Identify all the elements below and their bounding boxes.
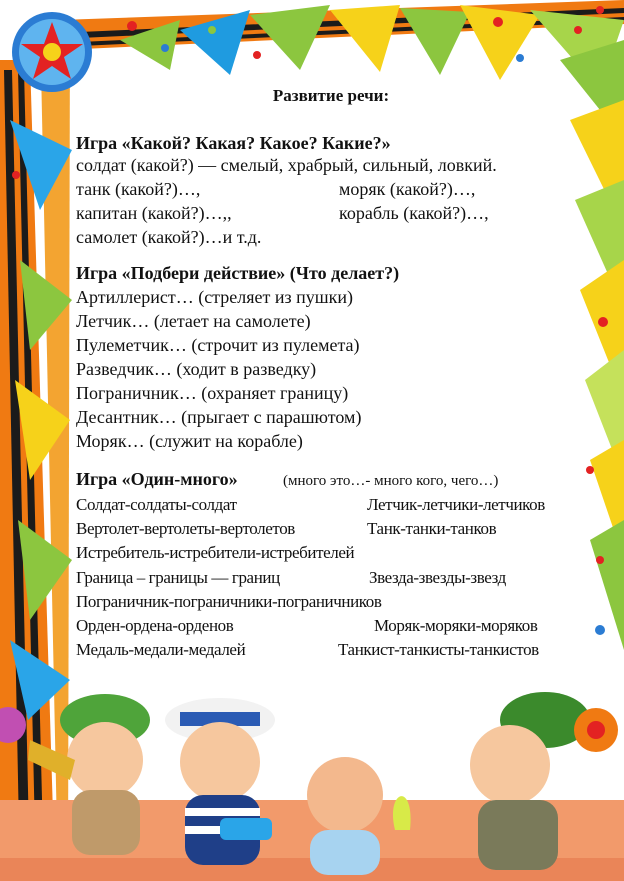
page-title: Развитие речи: — [272, 86, 390, 105]
game3-heading: Игра «Один-много» — [76, 469, 238, 489]
game2-item: Пулеметчик… (строчит из пулемета) — [76, 335, 360, 355]
game1-heading: Игра «Какой? Какая? Какое? Какие?» — [76, 133, 391, 153]
game3-row-left: Орден-ордена-орденов — [76, 616, 234, 635]
game1-line: самолет (какой?)…и т.д. — [76, 227, 262, 247]
game1-line: танк (какой?)…, — [76, 179, 201, 199]
game2-item: Разведчик… (ходит в разведку) — [76, 359, 317, 379]
game2-item: Моряк… (служит на корабле) — [76, 431, 303, 451]
game3-row-left: Медаль-медали-медалей — [76, 640, 246, 659]
game3-row-right: Танкист-танкисты-танкистов — [338, 640, 539, 659]
game3-row-right: Звезда-звезды-звезд — [369, 568, 506, 587]
game3-row-left: Пограничник-пограничники-пограничников — [76, 592, 382, 611]
game3-row-left: Граница – границы — границ — [76, 568, 280, 587]
game1-line: корабль (какой?)…, — [339, 203, 489, 223]
game2-item: Летчик… (летает на самолете) — [76, 311, 311, 331]
game3-subheading: (много это…- много кого, чего…) — [283, 473, 499, 489]
game1-line: солдат (какой?) — смелый, храбрый, сильный, ловкий. — [76, 155, 497, 175]
game2-heading: Игра «Подбери действие» (Что делает?) — [76, 263, 400, 283]
game2-item: Артиллерист… (стреляет из пушки) — [76, 287, 353, 307]
game2-item: Пограничник… (охраняет границу) — [76, 383, 349, 403]
game3-row-left: Вертолет-вертолеты-вертолетов — [76, 519, 295, 538]
game3-row-left: Солдат-солдаты-солдат — [76, 495, 237, 514]
game3-row-right: Моряк-моряки-моряков — [374, 616, 538, 635]
game2-item: Десантник… (прыгает с парашютом) — [76, 407, 362, 427]
game3-row-left: Истребитель-истребители-истребителей — [76, 543, 355, 562]
leaves-right — [560, 40, 624, 650]
game1-line: моряк (какой?)…, — [339, 179, 476, 199]
game3-row-right: Танк-танки-танков — [367, 519, 497, 538]
game3-row-right: Летчик-летчики-летчиков — [367, 495, 545, 514]
star-medal-emblem — [12, 12, 92, 92]
game1-line: капитан (какой?)…,, — [76, 203, 232, 223]
